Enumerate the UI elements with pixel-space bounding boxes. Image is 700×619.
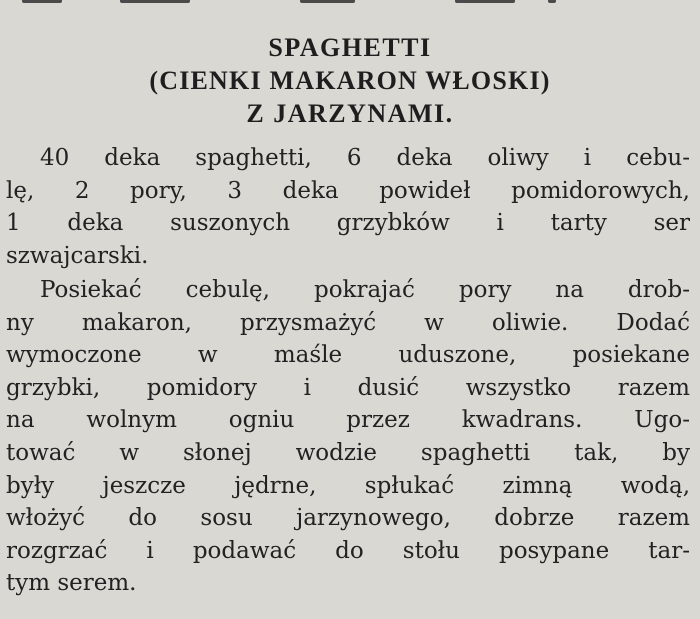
- title-line-1: SPAGHETTI: [268, 33, 432, 62]
- instructions-line: wymoczone w maśle uduszone, posiekane: [6, 342, 690, 369]
- instructions-line: rozgrzać i podawać do stołu posypane tar-: [6, 537, 690, 564]
- ingredients-line: 40 deka spaghetti, 6 deka oliwy i cebu-: [40, 145, 690, 171]
- instructions-line: tym serem.: [6, 570, 137, 597]
- instructions-line: były jeszcze jędrne, spłukać zimną wodą,: [6, 472, 690, 499]
- title-line-3: Z JARZYNAMI.: [246, 99, 454, 128]
- cropped-previous-text: [0, 0, 700, 5]
- instructions-line: ny makaron, przysmażyć w oliwie. Dodać: [6, 309, 690, 336]
- ingredients-line: 1 deka suszonych grzybków i tarty ser: [6, 210, 690, 237]
- instructions-paragraph: [6, 274, 690, 600]
- instructions-line: tować w słonej wodzie spaghetti tak, by: [6, 439, 690, 466]
- instructions-line: Posiekać cebulę, pokrajać pory na drob-: [40, 277, 690, 303]
- instructions-line: grzybki, pomidory i dusić wszystko razem: [6, 374, 690, 401]
- instructions-line: na wolnym ogniu przez kwadrans. Ugo-: [6, 407, 690, 434]
- ingredients-line: szwajcarski.: [6, 242, 149, 269]
- ingredients-paragraph: [6, 142, 690, 272]
- instructions-line: włożyć do sosu jarzynowego, dobrze razem: [6, 505, 690, 532]
- ingredients-line: lę, 2 pory, 3 deka powideł pomidorowych,: [6, 177, 690, 204]
- title-line-2: (CIENKI MAKARON WŁOSKI): [149, 66, 551, 95]
- recipe-title: [0, 31, 700, 130]
